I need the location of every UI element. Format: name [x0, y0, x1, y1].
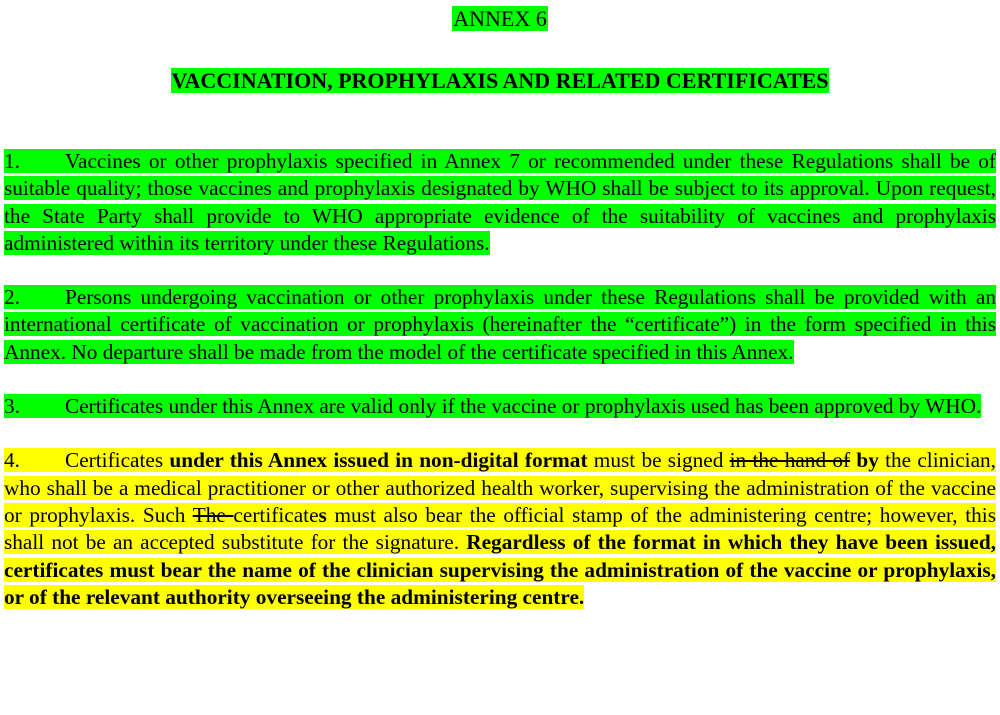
- paragraph-text: Certificates under this Annex are valid only if the vaccine or prophylaxis used has been approved by WHO.: [65, 394, 982, 419]
- paragraph-number: 4.: [4, 448, 20, 473]
- annex-heading-text: ANNEX 6: [453, 6, 547, 31]
- document-title: [4, 68, 996, 94]
- paragraph-number: 3.: [4, 394, 20, 419]
- inserted-bold-text: by: [856, 448, 879, 473]
- paragraph-2-highlight: [4, 285, 996, 364]
- text-segment: must also bear the official stamp of the administering centre; however, this shall not be an accepted substitute for the signature.: [4, 502, 996, 555]
- paragraph-3-highlight: [4, 394, 981, 418]
- paragraph-3: [4, 393, 996, 420]
- deleted-text: in the hand of: [729, 448, 851, 473]
- paragraph-1: [4, 148, 996, 257]
- inserted-bold-text: Regardless of the format in which they have been issued, certificates must bear the name of the clinician supervising the administration of the vaccine or prophylaxis, or of the relevant authority overseeing the administering centre.: [4, 530, 996, 609]
- deleted-text: The: [192, 502, 234, 527]
- paragraph-1-highlight: [4, 149, 996, 255]
- text-segment: the clinician, who shall be a medical practitioner or other authorized health worker, supervising the administration of the vaccine or prophylaxis. Such: [4, 448, 996, 527]
- paragraph-text: Persons undergoing vaccination or other prophylaxis under these Regulations shall be provided with an international certificate of vaccination or prophylaxis (hereinafter the “certificate”) in the form specified in this Annex. No departure shall be made from the model of the certificate specified in this Annex.: [4, 285, 996, 364]
- paragraph-number: 1.: [4, 149, 20, 173]
- text-segment: must be signed: [587, 448, 730, 473]
- inserted-bold-text: s: [318, 502, 327, 527]
- text-segment: certificate: [233, 502, 319, 527]
- inserted-bold-text: under this Annex issued in non-digital format: [169, 448, 588, 473]
- document-title-text: VACCINATION, PROPHYLAXIS AND RELATED CERTIFICATES: [171, 68, 829, 93]
- document-page: [4, 0, 996, 611]
- paragraph-2: [4, 284, 996, 366]
- text-segment: Certificates: [65, 448, 170, 473]
- paragraph-text: Vaccines or other prophylaxis specified in Annex 7 or recommended under these Regulations shall be of suitable quality; those vaccines and prophylaxis designated by WHO shall be subject to its approval. Upon request, the State Party shall provide to WHO appropriate evidence of the suitability of vaccines and prophylaxis administered within its territory under these Regulations.: [4, 149, 996, 255]
- paragraph-4-highlight: [4, 448, 996, 608]
- paragraph-4: [4, 447, 996, 611]
- annex-heading: [4, 6, 996, 32]
- paragraph-number: 2.: [4, 285, 20, 310]
